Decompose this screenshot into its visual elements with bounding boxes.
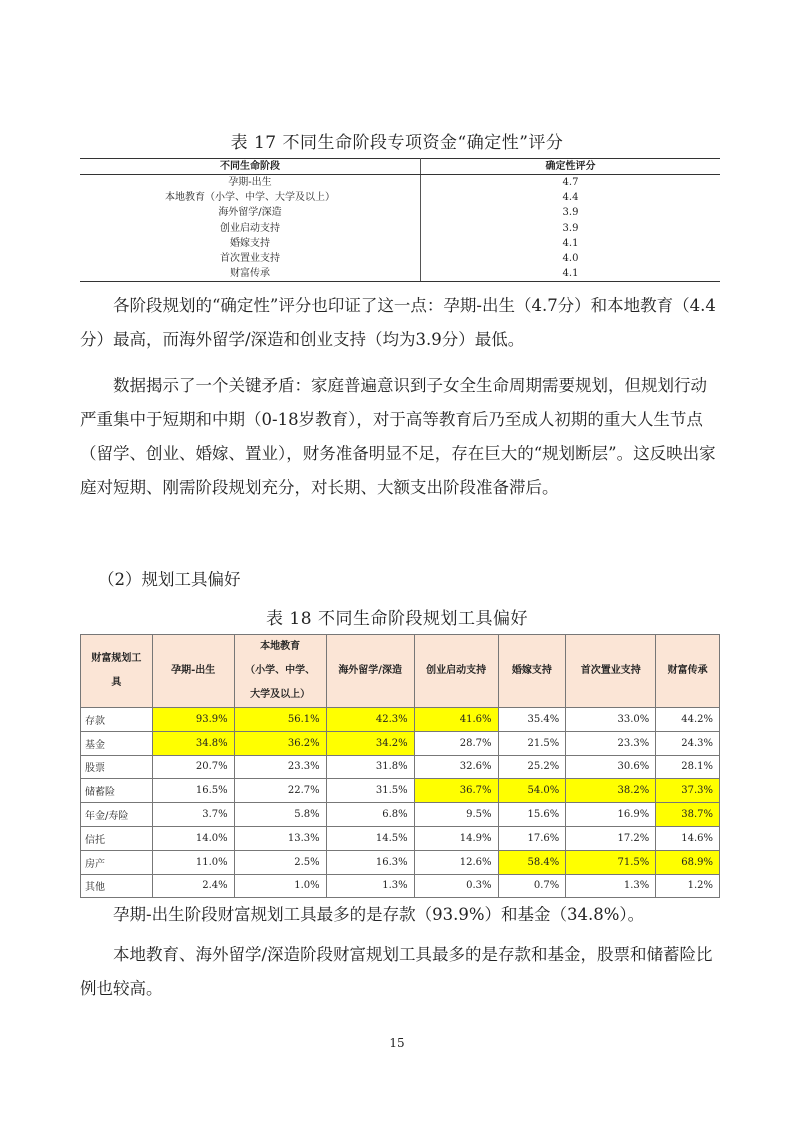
value-cell: 14.5% (326, 826, 414, 850)
table-row (80, 221, 720, 236)
value-cell: 38.7% (656, 803, 720, 827)
value-cell: 22.7% (234, 779, 326, 803)
value-cell: 0.7% (498, 874, 566, 898)
tool-label: 其他 (81, 874, 153, 898)
tool-label: 储蓄险 (81, 779, 153, 803)
table-row (80, 175, 720, 191)
header-tool-line1: 财富规划工 (91, 653, 142, 664)
table17 (80, 158, 720, 282)
table-row (80, 205, 720, 220)
stage-cell: 首次置业支持 (80, 251, 421, 266)
table-row (81, 731, 720, 755)
value-cell: 11.0% (152, 850, 234, 874)
table17-header-stage: 不同生命阶段 (80, 159, 421, 175)
value-cell: 6.8% (326, 803, 414, 827)
value-cell: 41.6% (414, 708, 498, 732)
value-cell: 16.3% (326, 850, 414, 874)
header-tool-line2: 具 (111, 677, 122, 688)
value-cell: 1.3% (566, 874, 656, 898)
value-cell: 14.9% (414, 826, 498, 850)
value-cell: 37.3% (656, 779, 720, 803)
value-cell: 25.2% (498, 755, 566, 779)
table-row (80, 251, 720, 266)
value-cell: 13.3% (234, 826, 326, 850)
table-row (81, 755, 720, 779)
table18-header-overseas: 海外留学/深造 (326, 635, 414, 708)
value-cell: 17.6% (498, 826, 566, 850)
header-edu-line3: 大学及以上） (250, 689, 311, 700)
value-cell: 21.5% (498, 731, 566, 755)
value-cell: 31.5% (326, 779, 414, 803)
table18-header-tool (81, 635, 153, 708)
value-cell: 5.8% (234, 803, 326, 827)
value-cell: 36.7% (414, 779, 498, 803)
value-cell: 14.0% (152, 826, 234, 850)
page-number: 15 (389, 1036, 405, 1050)
value-cell: 16.9% (566, 803, 656, 827)
value-cell: 34.2% (326, 731, 414, 755)
tool-label: 信托 (81, 826, 153, 850)
table-row (80, 190, 720, 205)
value-cell: 93.9% (152, 708, 234, 732)
value-cell: 17.2% (566, 826, 656, 850)
stage-cell: 创业启动支持 (80, 221, 421, 236)
score-cell: 3.9 (562, 207, 579, 219)
stage-cell: 财富传承 (80, 266, 421, 282)
value-cell: 68.9% (656, 850, 720, 874)
value-cell: 34.8% (152, 731, 234, 755)
value-cell: 12.6% (414, 850, 498, 874)
tool-label: 存款 (81, 708, 153, 732)
value-cell: 14.6% (656, 826, 720, 850)
value-cell: 0.3% (414, 874, 498, 898)
value-cell: 71.5% (566, 850, 656, 874)
stage-cell: 海外留学/深造 (80, 205, 421, 220)
value-cell: 35.4% (498, 708, 566, 732)
value-cell: 1.0% (234, 874, 326, 898)
table-row (80, 236, 720, 251)
value-cell: 20.7% (152, 755, 234, 779)
value-cell: 42.3% (326, 708, 414, 732)
score-cell: 3.9 (562, 222, 579, 234)
table18 (80, 634, 720, 898)
paragraph-pregnancy-tools: 孕期-出生阶段财富规划工具最多的是存款（93.9%）和基金（34.8%）。 (113, 905, 645, 924)
value-cell: 32.6% (414, 755, 498, 779)
value-cell: 2.5% (234, 850, 326, 874)
table18-header-pregnancy: 孕期-出生 (152, 635, 234, 708)
header-edu-line1: 本地教育 (260, 641, 301, 652)
table-row (81, 826, 720, 850)
paragraph-certainty: 各阶段规划的“确定性”评分也印证了这一点：孕期-出生（4.7分）和本地教育（4.4分）最高，而海外留学/深造和创业支持（均为3.9分）最低。 (80, 296, 716, 349)
table18-header-startup: 创业启动支持 (414, 635, 498, 708)
tool-label: 基金 (81, 731, 153, 755)
value-cell: 16.5% (152, 779, 234, 803)
value-cell: 56.1% (234, 708, 326, 732)
value-cell: 28.1% (656, 755, 720, 779)
value-cell: 23.3% (566, 731, 656, 755)
tool-label: 年金/寿险 (81, 803, 153, 827)
score-cell: 4.1 (562, 237, 579, 249)
value-cell: 30.6% (566, 755, 656, 779)
value-cell: 33.0% (566, 708, 656, 732)
table-row (81, 850, 720, 874)
stage-cell: 本地教育（小学、中学、大学及以上） (80, 190, 421, 205)
value-cell: 28.7% (414, 731, 498, 755)
score-cell: 4.7 (562, 177, 579, 189)
value-cell: 58.4% (498, 850, 566, 874)
paragraph-education-tools: 本地教育、海外留学/深造阶段财富规划工具最多的是存款和基金，股票和储蓄险比例也较高。 (80, 945, 713, 998)
value-cell: 44.2% (656, 708, 720, 732)
paragraph-planning-gap: 数据揭示了一个关键矛盾：家庭普遍意识到子女全生命周期需要规划，但规划行动严重集中于短期和中期（0-18岁教育），对于高等教育后乃至成人初期的重大人生节点（留学、创业、婚嫁、置业），财务准备明显不足，存在巨大的“规划断层”。这反映出家庭对短期、刚需阶段规划充分，对长期、大额支出阶段准备滞后。 (80, 376, 716, 497)
value-cell: 3.7% (152, 803, 234, 827)
value-cell: 1.3% (326, 874, 414, 898)
section-heading: （2）规划工具偏好 (98, 570, 241, 589)
value-cell: 24.3% (656, 731, 720, 755)
table18-header-home: 首次置业支持 (566, 635, 656, 708)
table18-header-inheritance: 财富传承 (656, 635, 720, 708)
table-row (81, 803, 720, 827)
score-cell: 4.0 (562, 253, 579, 265)
table-row (80, 266, 720, 282)
value-cell: 2.4% (152, 874, 234, 898)
table-row (81, 779, 720, 803)
value-cell: 38.2% (566, 779, 656, 803)
value-cell: 23.3% (234, 755, 326, 779)
value-cell: 31.8% (326, 755, 414, 779)
value-cell: 54.0% (498, 779, 566, 803)
stage-cell: 孕期-出生 (80, 175, 421, 191)
stage-cell: 婚嫁支持 (80, 236, 421, 251)
score-cell: 4.4 (562, 192, 579, 204)
value-cell: 1.2% (656, 874, 720, 898)
value-cell: 36.2% (234, 731, 326, 755)
table17-caption: 表 17 不同生命阶段专项资金“确定性”评分 (230, 133, 564, 153)
tool-label: 股票 (81, 755, 153, 779)
table18-header-marriage: 婚嫁支持 (498, 635, 566, 708)
table-row (81, 708, 720, 732)
value-cell: 9.5% (414, 803, 498, 827)
table18-caption: 表 18 不同生命阶段规划工具偏好 (266, 609, 528, 629)
score-cell: 4.1 (421, 266, 721, 282)
tool-label: 房产 (81, 850, 153, 874)
table-row (81, 874, 720, 898)
table18-header-local-education (234, 635, 326, 708)
table17-header-score: 确定性评分 (421, 159, 721, 175)
value-cell: 15.6% (498, 803, 566, 827)
header-edu-line2: （小学、中学、 (245, 665, 316, 676)
